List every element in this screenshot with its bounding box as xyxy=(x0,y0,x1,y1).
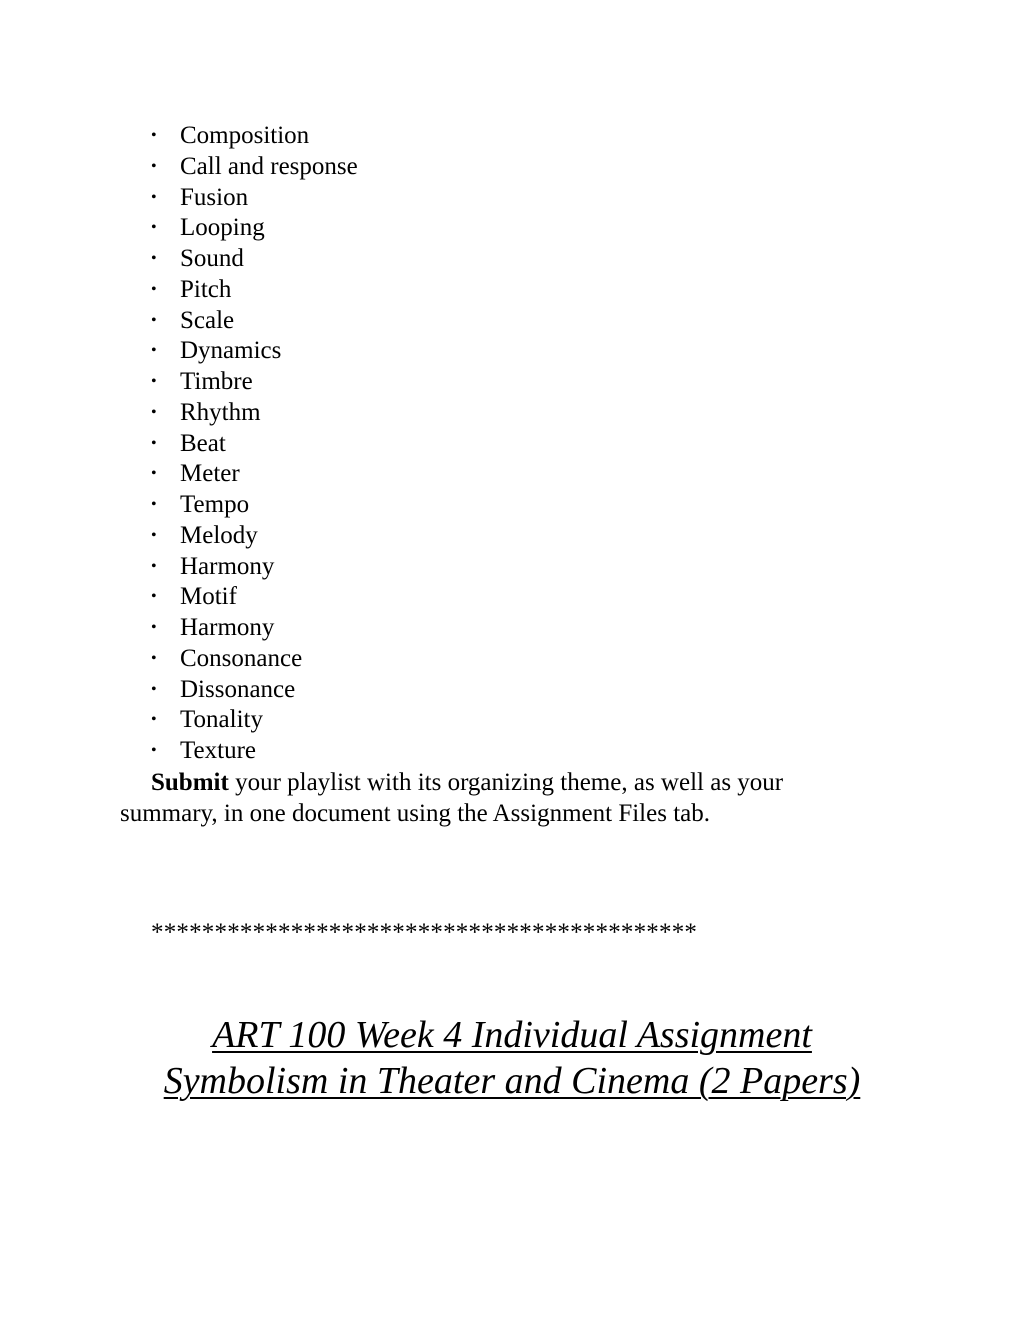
term-label: Consonance xyxy=(180,644,303,672)
list-item xyxy=(147,459,358,490)
bullet-icon: • xyxy=(151,219,157,237)
asterisk-separator: ******************************************* xyxy=(151,919,698,946)
term-label: Texture xyxy=(180,737,256,764)
list-item xyxy=(147,490,358,521)
bullet-icon: • xyxy=(151,742,157,759)
bullet-icon: • xyxy=(151,434,157,452)
list-item xyxy=(147,183,358,214)
term-label: Motif xyxy=(180,583,237,611)
list-item xyxy=(147,306,358,337)
bullet-icon: • xyxy=(151,157,157,175)
bullet-icon: • xyxy=(151,280,157,298)
bullet-icon: • xyxy=(151,465,157,483)
list-item xyxy=(147,705,358,736)
submit-instructions xyxy=(120,767,880,829)
term-label: Beat xyxy=(180,429,226,457)
term-label: Tonality xyxy=(180,706,263,734)
bullet-icon: • xyxy=(151,403,157,421)
list-item xyxy=(147,675,358,706)
bullet-icon: • xyxy=(151,496,157,513)
term-label: Sound xyxy=(180,245,244,272)
submit-emphasis: Submit xyxy=(151,769,229,796)
assignment-heading xyxy=(0,1012,1024,1104)
bullet-icon: • xyxy=(151,250,157,267)
term-label: Call and response xyxy=(180,152,358,180)
term-label: Fusion xyxy=(180,183,249,211)
term-label: Rhythm xyxy=(180,398,261,426)
list-item xyxy=(147,582,358,613)
list-item xyxy=(147,429,358,460)
list-item xyxy=(147,398,358,429)
bullet-icon: • xyxy=(151,373,157,390)
list-item xyxy=(147,521,358,552)
bullet-icon: • xyxy=(151,619,157,636)
term-label: Pitch xyxy=(180,275,232,303)
list-item xyxy=(147,275,358,306)
heading-line-2: Symbolism in Theater and Cinema (2 Papers) xyxy=(163,1060,861,1102)
term-label: Harmony xyxy=(180,614,275,641)
term-label: Timbre xyxy=(180,368,253,395)
list-item xyxy=(147,152,358,183)
list-item xyxy=(147,736,358,767)
bullet-icon: • xyxy=(151,127,157,144)
heading-line-1: ART 100 Week 4 Individual Assignment xyxy=(212,1014,812,1056)
list-item xyxy=(147,613,358,644)
term-label: Melody xyxy=(180,521,258,549)
term-label: Scale xyxy=(180,306,235,334)
list-item xyxy=(147,213,358,244)
term-label: Tempo xyxy=(180,491,250,518)
term-label: Harmony xyxy=(180,552,275,580)
bullet-icon: • xyxy=(151,342,157,360)
term-label: Dynamics xyxy=(180,337,282,365)
list-item xyxy=(147,336,358,367)
bullet-icon: • xyxy=(151,311,157,329)
list-item xyxy=(147,552,358,583)
term-label: Meter xyxy=(180,460,240,488)
submit-text: your playlist with its organizing theme, as well as your summary, in one document using the Assignment Files tab. xyxy=(120,769,784,827)
music-terms-list xyxy=(147,121,358,767)
bullet-icon: • xyxy=(151,526,157,544)
term-label: Dissonance xyxy=(180,675,296,703)
list-item xyxy=(147,244,358,275)
list-item xyxy=(147,367,358,398)
list-item xyxy=(147,121,358,152)
list-item xyxy=(147,644,358,675)
bullet-icon: • xyxy=(151,557,157,575)
bullet-icon: • xyxy=(151,588,157,606)
term-label: Looping xyxy=(180,214,265,242)
term-label: Composition xyxy=(180,122,310,149)
bullet-icon: • xyxy=(151,711,157,729)
bullet-icon: • xyxy=(151,188,157,206)
bullet-icon: • xyxy=(151,680,157,698)
bullet-icon: • xyxy=(151,649,157,667)
